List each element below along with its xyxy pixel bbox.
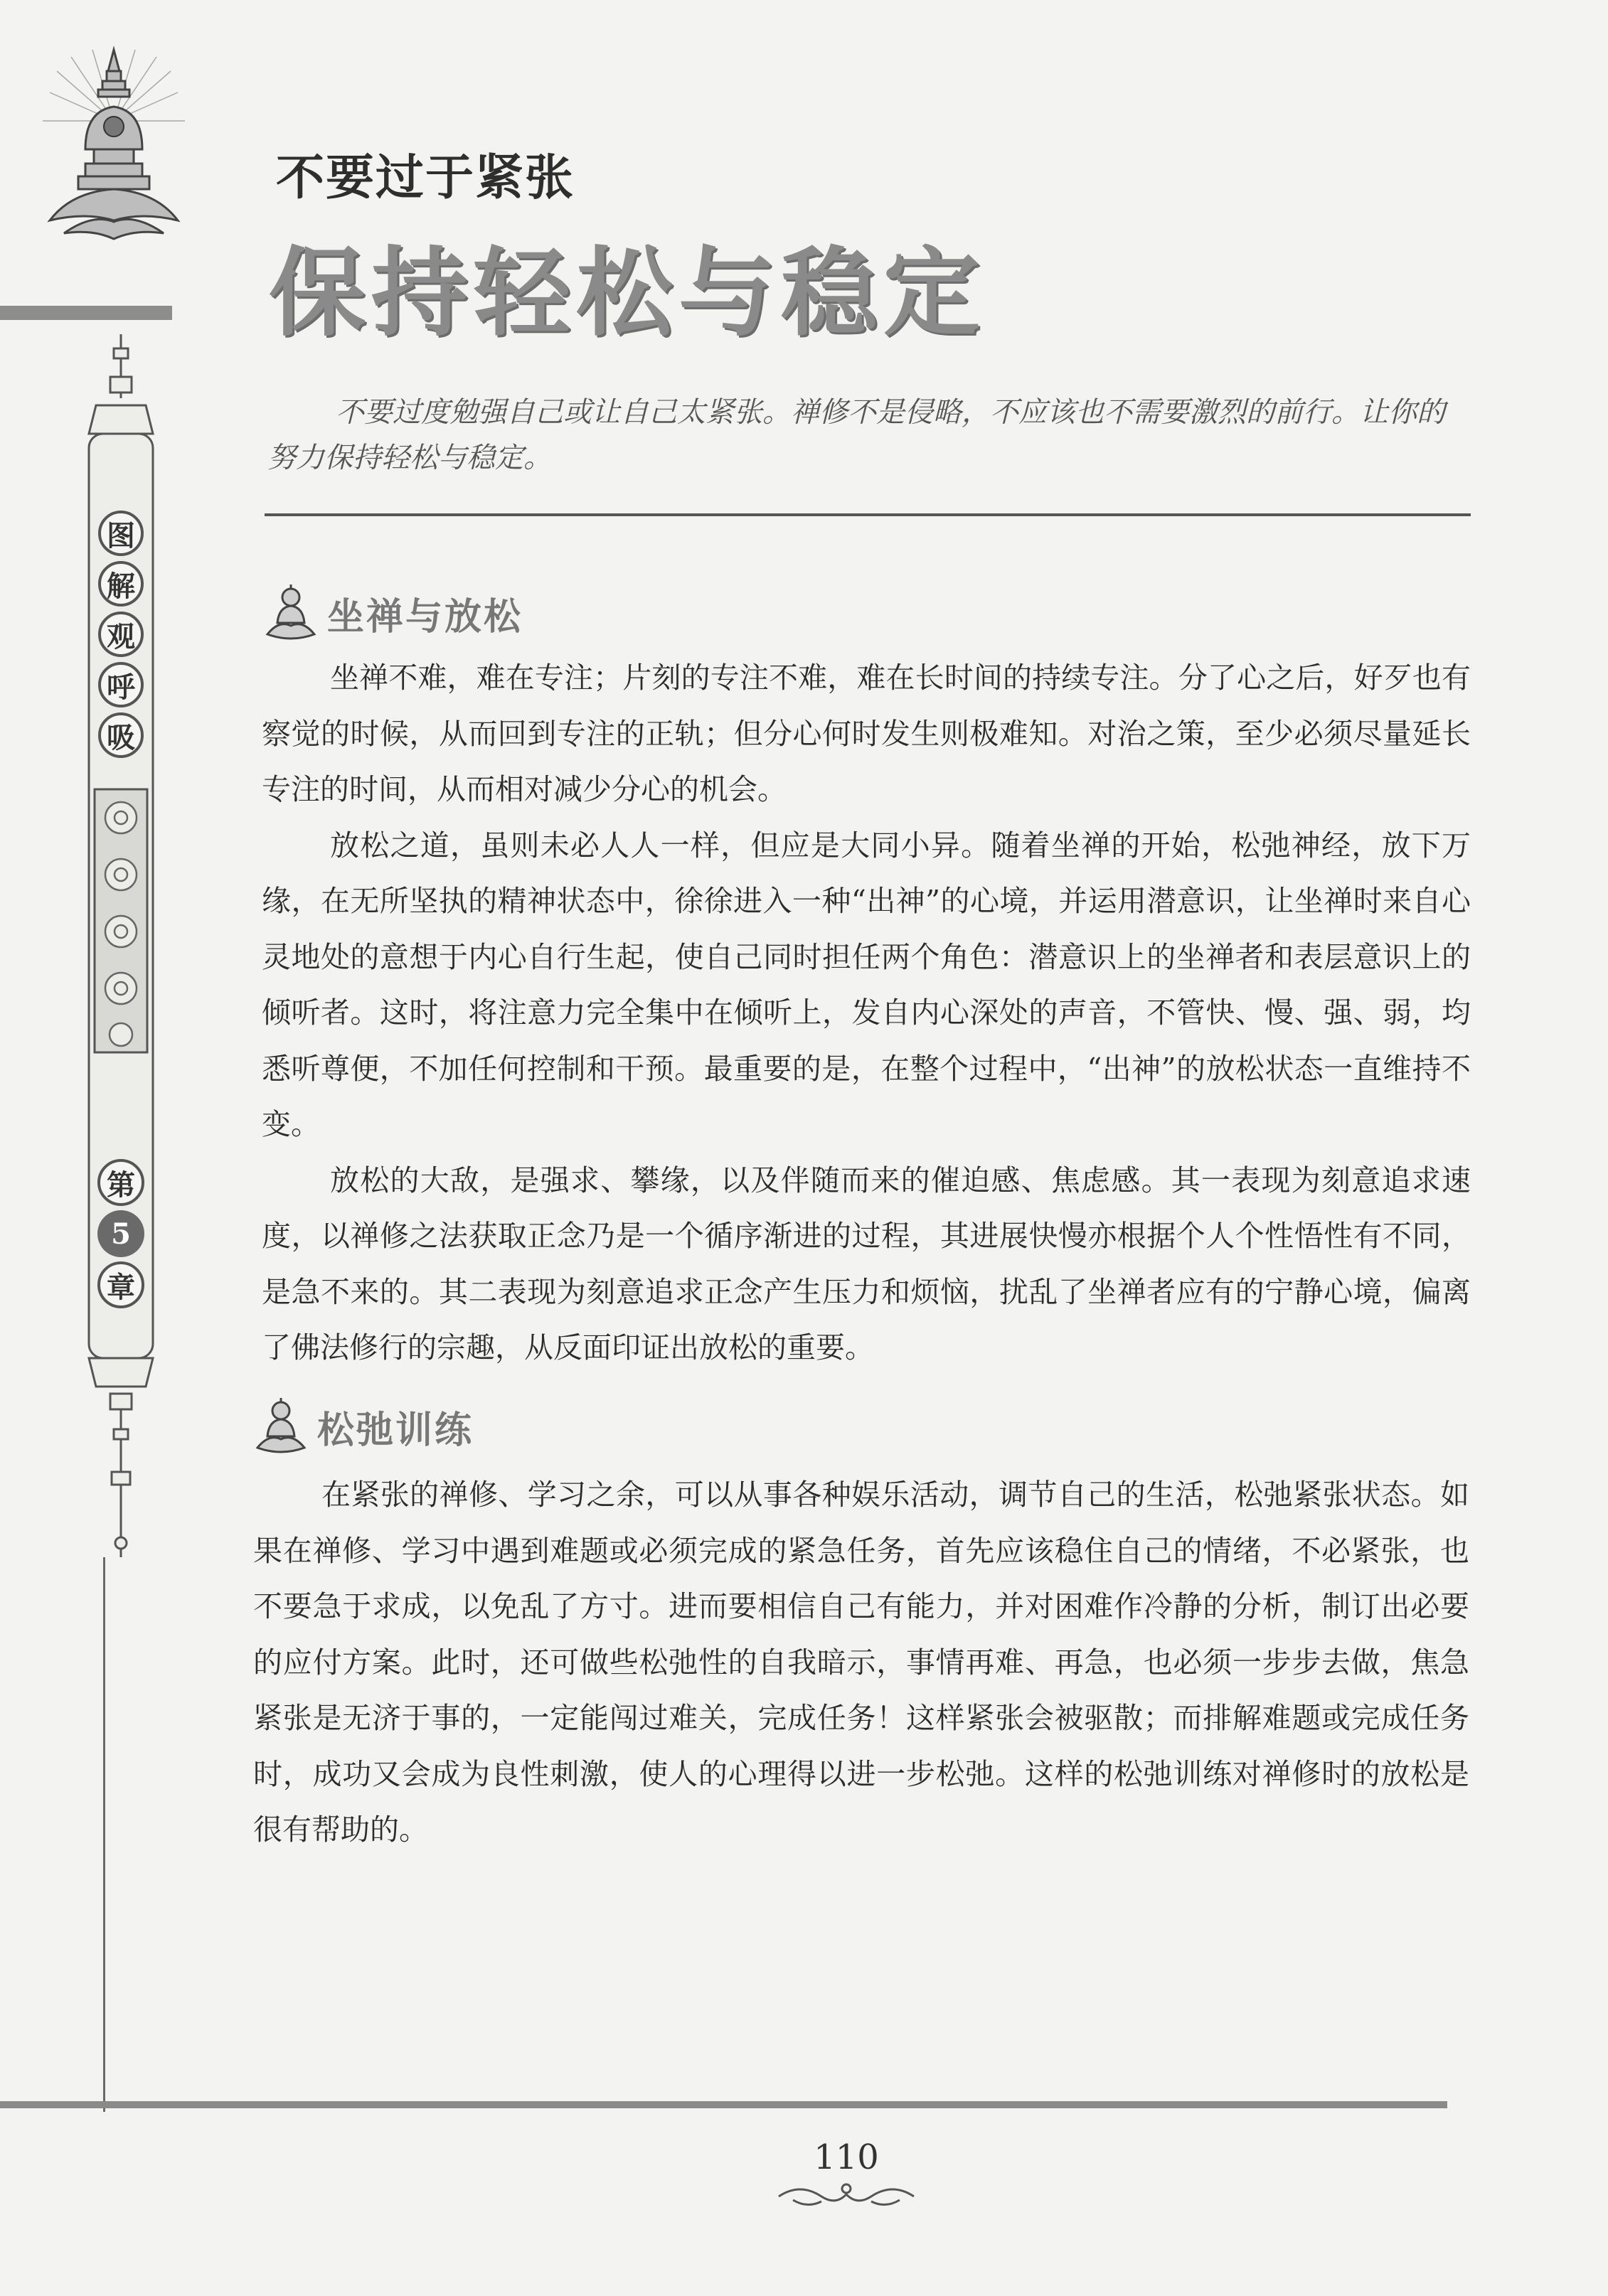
- book-title-char: 图: [98, 511, 144, 556]
- paragraph: 放松之道，虽则未必人人一样，但应是大同小异。随着坐禅的开始，松弛神经，放下万缘，在无所坚执的精神状态中，徐徐进入一种“出神”的心境，并运用潜意识，让坐禅时来自心灵地处的意想于内心自行生起，使自己同时担任两个角色：潜意识上的坐禅者和表层意识上的倾听者。这时，将注意力完全集中在倾听上，发自内心深处的声音，不管快、慢、强、弱，均悉听尊便，不加任何控制和干预。最重要的是，在整个过程中，“出神”的放松状态一直维持不变。: [262, 828, 1471, 1141]
- chapter-prefix: 第: [97, 1159, 144, 1206]
- intro-divider: [265, 513, 1471, 516]
- page-title: 保持轻松与稳定: [269, 236, 986, 350]
- sidebar-book-title: [91, 511, 151, 763]
- paragraph: 坐禅不难，难在专注；片刻的专注不难，难在长时间的持续专注。分了心之后，好歹也有察觉的时候，从而回到专注的正轨；但分心何时发生则极难知。对治之策，至少必须尽量延长专注的时间，从而相对减少分心的机会。: [262, 661, 1471, 806]
- top-decorative-bar: [0, 306, 172, 320]
- chapter-indicator: [91, 1159, 151, 1313]
- book-title-char: 吸: [98, 712, 144, 758]
- paragraph: 在紧张的禅修、学习之余，可以从事各种娱乐活动，调节自己的生活，松弛紧张状态。如果在禅修、学习中遇到难题或必须完成的紧急任务，首先应该稳住自己的情绪，不必紧张，也不要急于求成，以免乱了方寸。进而要相信自己有能力，并对困难作冷静的分析，制订出必要的应付方案。此时，还可做些松弛性的自我暗示，事情再难、再急，也必须一步步去做，焦急紧张是无济于事的，一定能闯过难关，完成任务！这样紧张会被驱散；而排解难题或完成任务时，成功又会成为良性刺激，使人的心理得以进一步松弛。这样的松弛训练对禅修时的放松是很有帮助的。: [253, 1478, 1469, 1847]
- page-ornament-icon: [772, 2179, 921, 2214]
- book-title-char: 解: [98, 561, 144, 607]
- stupa-lotus-icon: [28, 43, 199, 284]
- chapter-number: 5: [97, 1210, 144, 1257]
- meditating-buddha-icon: [265, 583, 317, 643]
- book-title-char: 观: [98, 612, 144, 657]
- intro-paragraph: 不要过度勉强自己或让自己太紧张。禅修不是侵略，不应该也不需要激烈的前行。让你的努力保持轻松与稳定。: [267, 396, 1445, 474]
- page-subtitle: 不要过于紧张: [276, 150, 575, 206]
- paragraph: 放松的大敌，是强求、攀缘，以及伴随而来的催迫感、焦虑感。其一表现为刻意追求速度，以禅修之法获取正念乃是一个循序渐进的过程，其进展快慢亦根据个人个性悟性有不同，是急不来的。其二表现为刻意追求正念产生压力和烦恼，扰乱了坐禅者应有的宁静心境，偏离了佛法修行的宗趣，从反面印证出放松的重要。: [262, 1163, 1471, 1365]
- section-title: 松弛训练: [317, 1408, 474, 1452]
- chapter-suffix: 章: [97, 1261, 144, 1308]
- section-heading: [255, 1397, 474, 1456]
- meditating-buddha-icon: [255, 1397, 307, 1456]
- book-title-char: 呼: [98, 662, 144, 708]
- section-heading: [265, 583, 523, 643]
- page-number: 110: [814, 2137, 879, 2177]
- section-title: 坐禅与放松: [327, 594, 523, 639]
- bottom-rule: [0, 2101, 1447, 2108]
- section-body: [262, 650, 1471, 1376]
- left-margin-rule: [103, 1557, 105, 2112]
- section-body: [253, 1467, 1469, 1858]
